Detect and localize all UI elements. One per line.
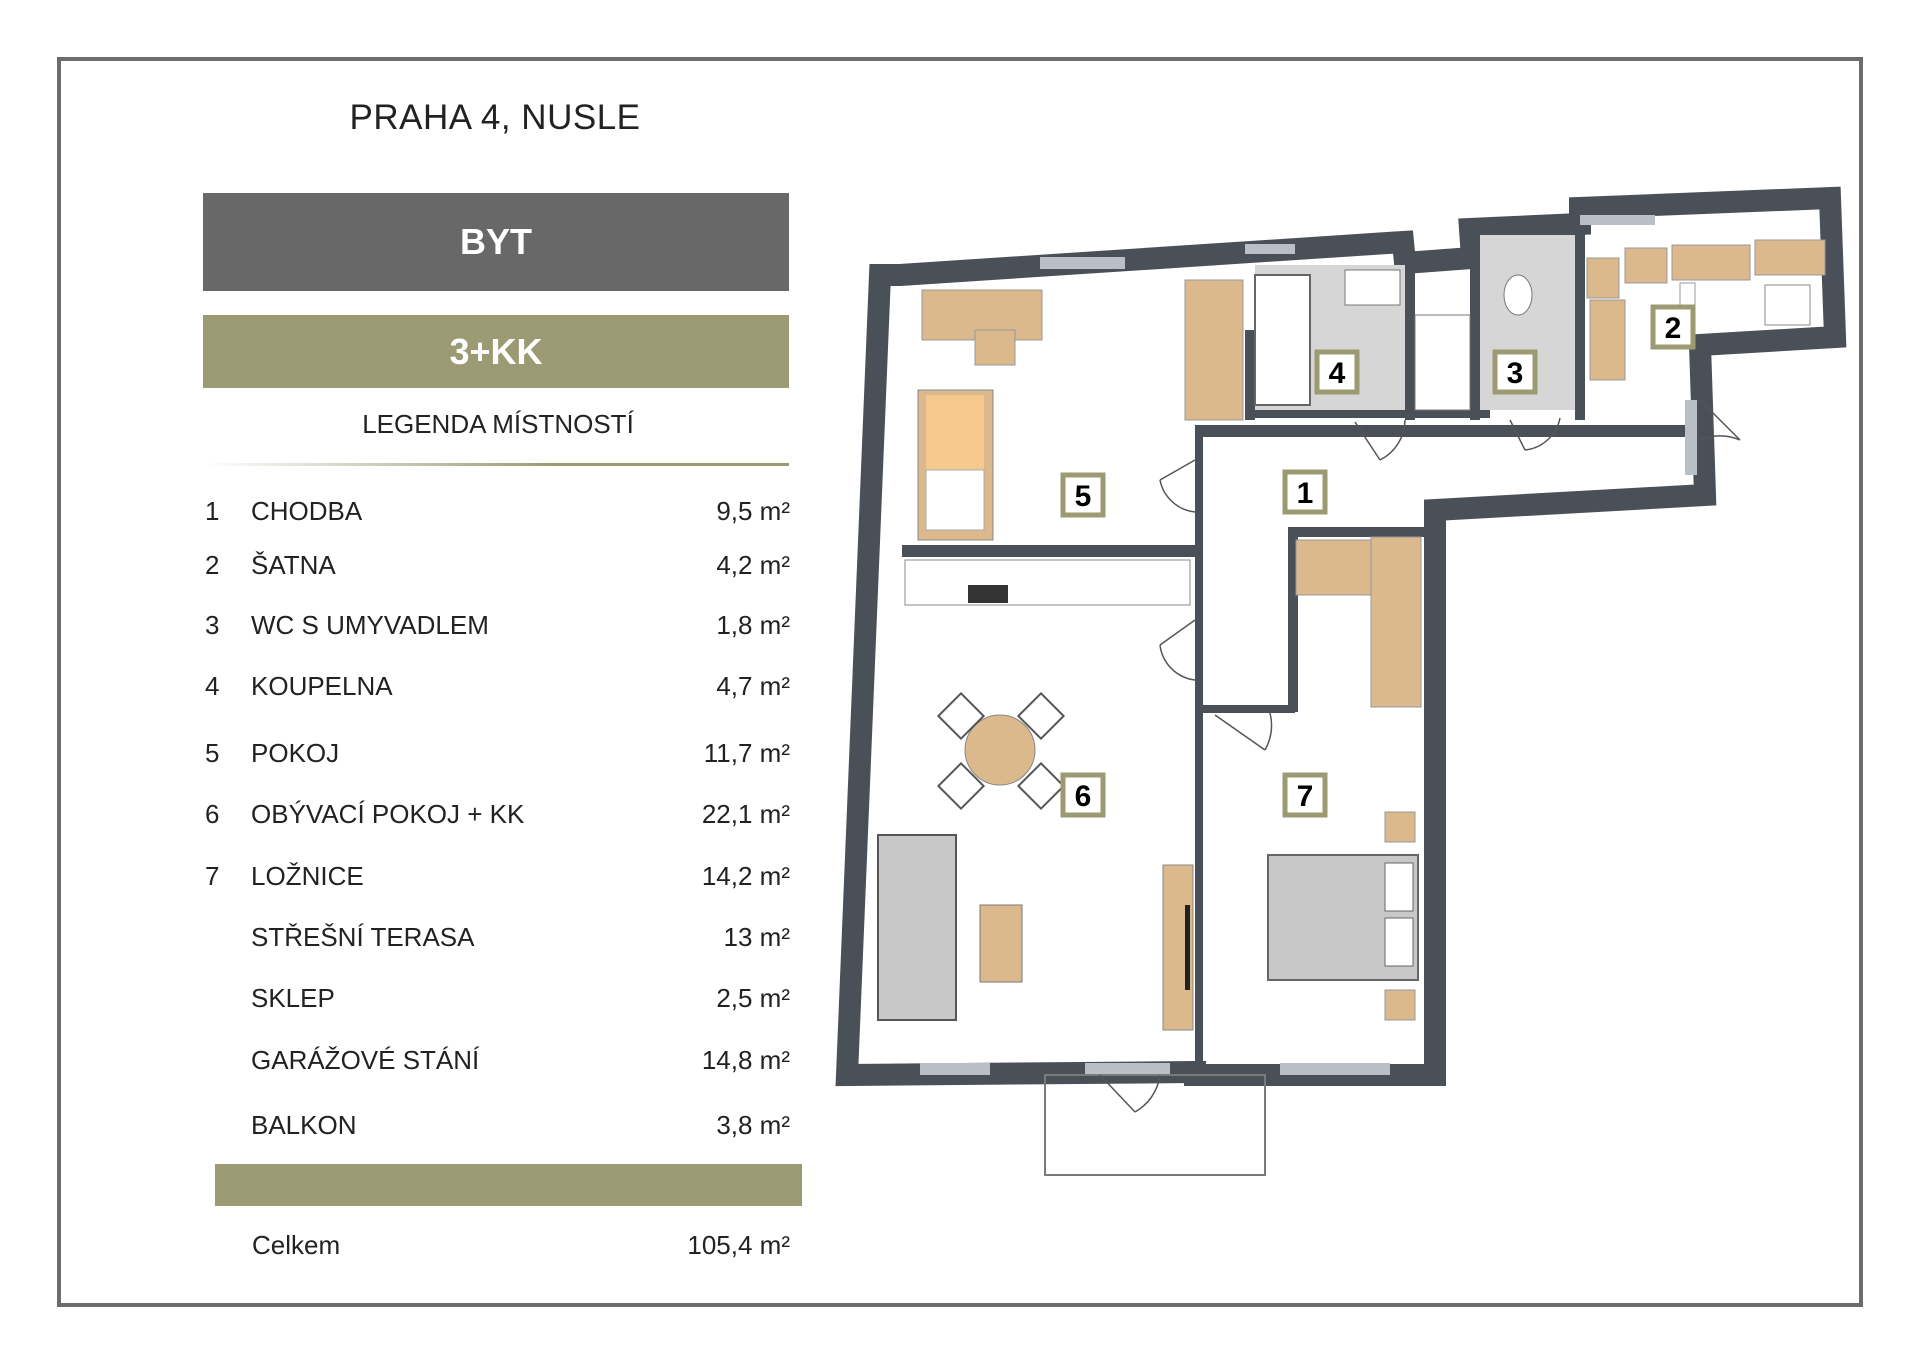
room-name: STŘEŠNÍ TERASA <box>251 922 475 952</box>
room-name: BALKON <box>251 1110 357 1140</box>
room-name: ŠATNA <box>251 550 336 580</box>
room-area: 13 m² <box>723 922 790 952</box>
room-area: 2,5 m² <box>716 983 790 1013</box>
room-name: POKOJ <box>251 738 340 768</box>
room-label-2: 2 <box>1664 312 1682 345</box>
location-title: PRAHA 4, NUSLE <box>349 98 641 137</box>
room-label-5: 5 <box>1074 480 1092 513</box>
room-label-7: 7 <box>1296 780 1314 813</box>
type-label: BYT <box>460 221 532 262</box>
tv <box>1185 905 1190 990</box>
room-name: GARÁŽOVÉ STÁNÍ <box>251 1045 480 1075</box>
room-number: 5 <box>205 738 220 768</box>
room-area: 4,2 m² <box>716 550 790 580</box>
total-label: Celkem <box>252 1230 341 1260</box>
room-area: 11,7 m² <box>703 738 790 768</box>
room-area: 9,5 m² <box>716 496 790 526</box>
room-number: 1 <box>205 496 220 526</box>
room-area: 22,1 m² <box>701 799 790 829</box>
coffee-table <box>980 905 1022 982</box>
room-label-4: 4 <box>1328 357 1346 390</box>
room-label-1: 1 <box>1296 477 1314 510</box>
room-number: 7 <box>205 861 220 891</box>
room-area: 3,8 m² <box>716 1110 790 1140</box>
kitchen-counter <box>905 560 1190 605</box>
room-area: 1,8 m² <box>716 610 790 640</box>
room-number: 2 <box>205 550 220 580</box>
room-number: 6 <box>205 799 220 829</box>
room-label-3: 3 <box>1506 357 1524 390</box>
bathroom-fixtures <box>1255 265 1470 410</box>
dining-set <box>938 693 1063 808</box>
room-name: KOUPELNA <box>251 671 393 701</box>
room-area: 14,8 m² <box>701 1045 790 1075</box>
room-name: CHODBA <box>251 496 363 526</box>
room-label-6: 6 <box>1074 780 1092 813</box>
room-area: 14,2 m² <box>701 861 790 891</box>
layout-label: 3+KK <box>449 330 543 372</box>
cooktop-icon <box>968 585 1008 603</box>
total-area: 105,4 m² <box>687 1230 790 1260</box>
room-number: 4 <box>205 671 220 701</box>
room-name: LOŽNICE <box>251 861 364 891</box>
legend-title: LEGENDA MÍSTNOSTÍ <box>362 409 634 439</box>
wardrobe <box>1185 280 1243 420</box>
sofa <box>878 835 956 1020</box>
room-5-furniture <box>918 290 1042 540</box>
room-area: 4,7 m² <box>716 671 790 701</box>
room-name: OBÝVACÍ POKOJ + KK <box>251 799 525 829</box>
room-name: SKLEP <box>251 983 335 1013</box>
room-number: 3 <box>205 610 220 640</box>
room-name: WC S UMYVADLEM <box>251 610 489 640</box>
